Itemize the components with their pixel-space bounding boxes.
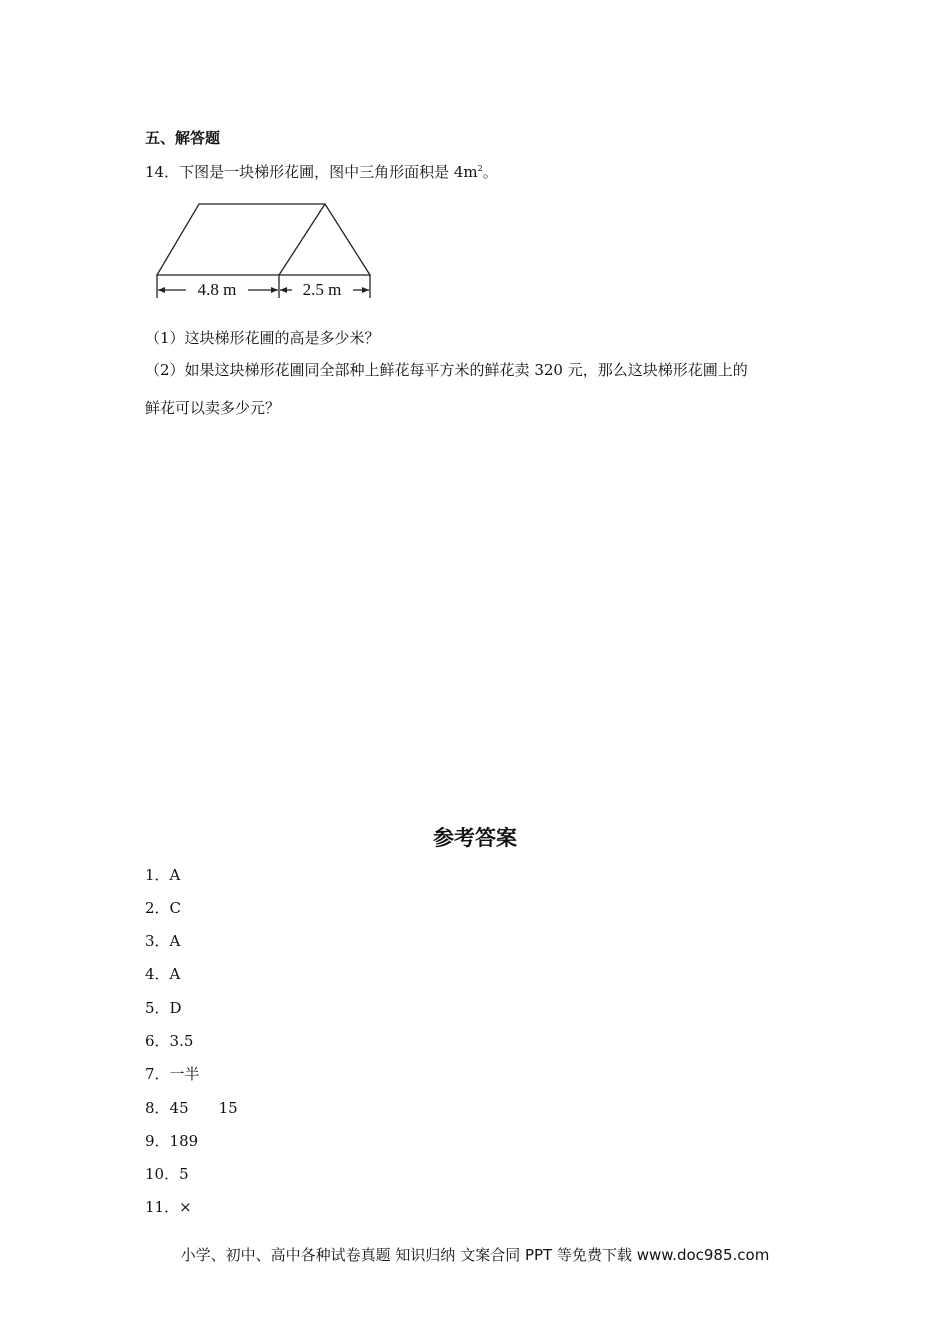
trapezoid-outline [157,204,370,275]
answer-item: 11．× [145,1198,192,1216]
section-title: 五、解答题 [145,129,221,147]
sub-question-1: （1）这块梯形花圃的高是多少米？ [145,329,380,347]
arrowhead-left-end [271,287,278,293]
dimension-label-left: 4.8 m [197,280,237,299]
question-stem [145,161,498,182]
answer-item: 2．C [145,899,182,917]
answer-item: 9．189 [145,1132,199,1150]
answer-item: 8．45 15 [145,1099,238,1117]
arrowhead-right-end [362,287,369,293]
answers-heading: 参考答案 [433,826,517,850]
area-unit-superscript: 2 [477,164,483,173]
answer-item: 10．5 [145,1165,189,1183]
answer-item: 7．一半 [145,1065,200,1083]
answer-item: 1．A [145,866,181,884]
trapezoid-figure [150,196,380,302]
dimension-label-right: 2.5 m [302,280,342,299]
footer-text: 小学、初中、高中各种试卷真题 知识归纳 文案合同 PPT 等免费下载 www.doc985.com [180,1246,770,1264]
triangle-divider-line [279,204,325,275]
arrowhead-right-start [280,287,287,293]
sub-question-2-line-2: 鲜花可以卖多少元？ [145,399,281,417]
sub-question-2-line-1: （2）如果这块梯形花圃同全部种上鲜花每平方米的鲜花卖 320 元，那么这块梯形花圃上的 [145,361,748,379]
answer-item: 4．A [145,965,181,983]
answer-item: 6．3.5 [145,1032,194,1050]
answer-item: 3．A [145,932,181,950]
answer-item: 5．D [145,999,182,1017]
question-stem-prefix: 14．下图是一块梯形花圃，图中三角形面积是 4m [145,163,478,181]
question-stem-suffix: 。 [482,163,498,181]
arrowhead-left-start [158,287,165,293]
